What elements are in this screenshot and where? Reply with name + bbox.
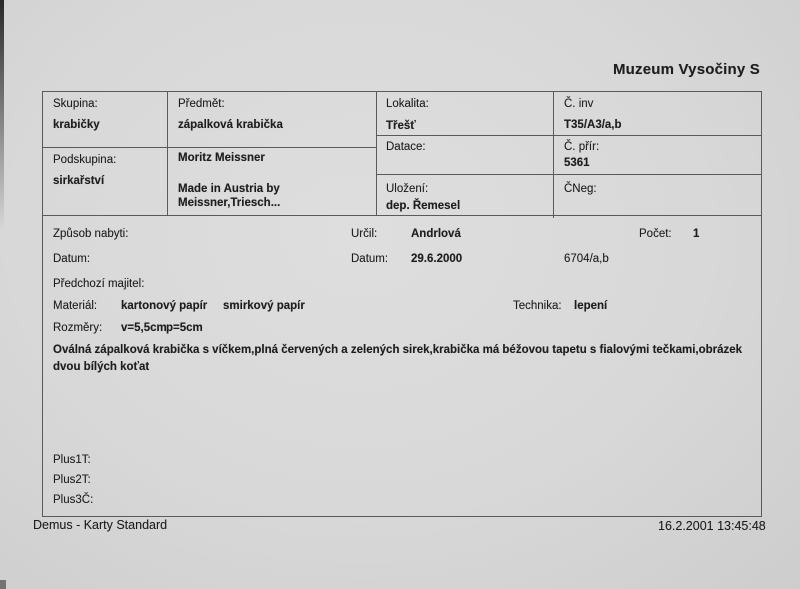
scan-edge-artifact-bottom-left bbox=[0, 580, 6, 589]
datum-determined-value: 29.6.2000 bbox=[411, 253, 463, 265]
author-line3: Meissner,Triesch... bbox=[178, 197, 281, 209]
datum-determined-label: Datum: bbox=[351, 253, 389, 265]
podskupina-label: Podskupina: bbox=[53, 154, 117, 166]
field-datace bbox=[377, 136, 554, 174]
datum-label: Datum: bbox=[53, 253, 91, 265]
header-row-ulozeni-cneg bbox=[377, 175, 761, 218]
datace-label: Datace: bbox=[386, 141, 426, 153]
card-body bbox=[43, 216, 761, 515]
rozmery-label: Rozměry: bbox=[53, 322, 103, 334]
field-cneg bbox=[554, 175, 761, 218]
plus1t-label: Plus1T: bbox=[53, 454, 91, 466]
podskupina-value: sirkařství bbox=[53, 175, 105, 187]
urcil-value: Andrlová bbox=[411, 228, 461, 240]
field-cprir bbox=[554, 136, 761, 174]
plus3c-label: Plus3Č: bbox=[53, 494, 94, 506]
author-line1: Moritz Meissner bbox=[178, 152, 265, 164]
ulozeni-label: Uložení: bbox=[386, 183, 429, 195]
skupina-value: krabičky bbox=[53, 119, 100, 131]
pocet-label: Počet: bbox=[639, 228, 672, 240]
field-author bbox=[168, 148, 377, 215]
ulozeni-value: dep. Řemesel bbox=[386, 200, 461, 212]
header-row-lokalita-cinv bbox=[377, 92, 761, 136]
cinv-label: Č. inv bbox=[564, 98, 594, 110]
urcil-label: Určil: bbox=[351, 228, 378, 240]
field-skupina bbox=[43, 92, 168, 147]
rozmery-value-2: p=5cm bbox=[166, 322, 203, 334]
field-podskupina bbox=[43, 148, 168, 215]
cinv-value: T35/A3/a,b bbox=[564, 119, 622, 131]
header-row-podskupina-author bbox=[43, 148, 377, 215]
field-lokalita bbox=[377, 92, 554, 135]
material-value-1: kartonový papír bbox=[121, 300, 208, 312]
scan-edge-artifact-top-left bbox=[0, 0, 4, 230]
pocet-value: 1 bbox=[693, 228, 700, 240]
cprir-label: Č. přír: bbox=[564, 141, 600, 153]
lokalita-value: Třešť bbox=[386, 120, 416, 132]
field-ulozeni bbox=[377, 175, 554, 218]
predmet-value: zápalková krabička bbox=[178, 119, 283, 131]
lokalita-label: Lokalita: bbox=[386, 98, 429, 110]
technika-label: Technika: bbox=[513, 300, 562, 312]
material-value-2: smirkový papír bbox=[223, 300, 305, 312]
rozmery-value-1: v=5,5cm bbox=[121, 322, 167, 334]
predmet-label: Předmět: bbox=[178, 98, 225, 110]
skupina-label: Skupina: bbox=[53, 98, 98, 110]
object-description: Oválná zápalková krabička s víčkem,plná červených a zelených sirek,krabička má béžovou tapetu s fialovými tečkami,obrázek dvou bílých koťat bbox=[53, 344, 743, 373]
cprir-value: 5361 bbox=[564, 157, 590, 169]
header-table bbox=[43, 92, 761, 216]
field-cinv bbox=[554, 92, 761, 135]
header-row-datace-cprir bbox=[377, 136, 761, 175]
header-row-skupina-predmet bbox=[43, 92, 377, 148]
software-name: Demus - Karty Standard bbox=[33, 518, 168, 532]
print-timestamp: 16.2.2001 13:45:48 bbox=[658, 519, 766, 533]
field-predmet bbox=[168, 92, 377, 147]
secondary-number: 6704/a,b bbox=[564, 253, 609, 265]
plus2t-label: Plus2T: bbox=[53, 474, 91, 486]
zpusob-nabyti-label: Způsob nabyti: bbox=[53, 228, 129, 240]
header-right-section bbox=[377, 92, 761, 215]
technika-value: lepení bbox=[574, 300, 608, 312]
author-line2: Made in Austria by bbox=[178, 183, 280, 195]
header-left-section bbox=[43, 92, 377, 215]
predchozi-majitel-label: Předchozí majitel: bbox=[53, 278, 145, 290]
cneg-label: ČNeg: bbox=[564, 183, 597, 195]
catalog-card bbox=[42, 91, 762, 517]
museum-title: Muzeum Vysočiny S bbox=[612, 61, 760, 78]
material-label: Materiál: bbox=[53, 300, 98, 312]
